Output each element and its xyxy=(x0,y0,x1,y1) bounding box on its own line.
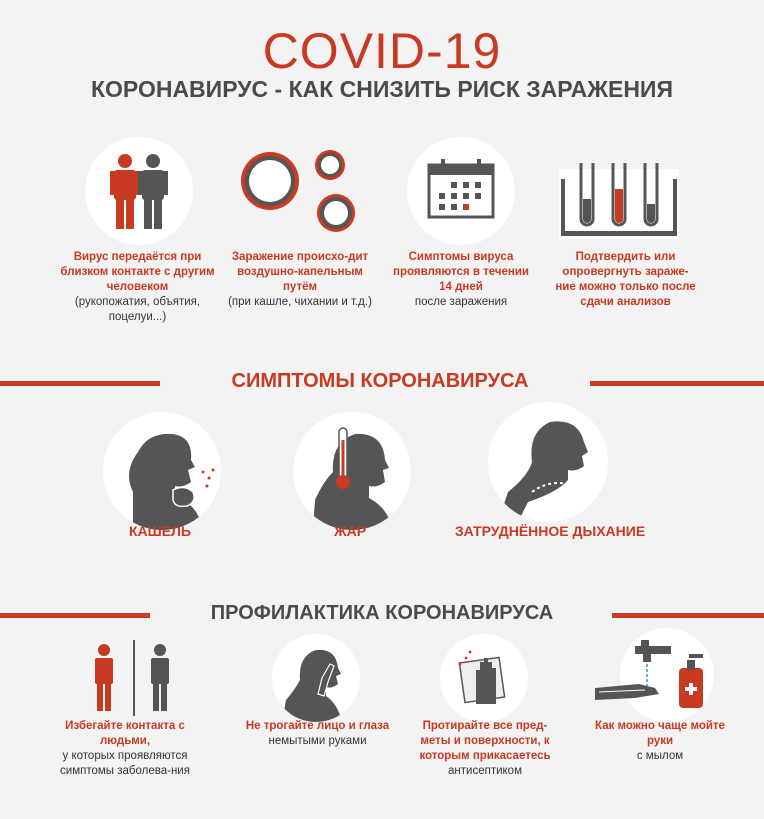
symptom-label-fever: ЖАР xyxy=(333,523,367,539)
section-divider-left-2 xyxy=(0,613,150,618)
prevention-caption-4: Как можно чаще мойте руки с мылом xyxy=(595,720,725,762)
virus-icon xyxy=(240,137,348,245)
section-divider-left xyxy=(0,381,160,386)
prevention-title: ПРОФИЛАКТИКА КОРОНАВИРУСА xyxy=(210,602,554,624)
breathing-icon xyxy=(488,402,608,522)
test-tubes-icon xyxy=(565,137,673,245)
distance-icon xyxy=(80,640,190,720)
fact-caption-4: Подтвердить или опровергнуть зараже-ние можно только после сдачи анализов xyxy=(555,251,696,308)
handwash-icon xyxy=(620,628,714,722)
calendar-icon xyxy=(407,137,515,245)
symptom-label-cough: КАШЕЛЬ xyxy=(129,523,191,539)
wipe-surface-icon xyxy=(440,634,528,722)
page-title: COVID-19 xyxy=(262,23,502,79)
prevention-caption-3: Протирайте все пред-меты и поверхности, к которым прикасаетесь антисептиком xyxy=(419,720,551,777)
symptoms-title: СИМПТОМЫ КОРОНАВИРУСА xyxy=(231,370,529,392)
symptom-label-breathing: ЗАТРУДНЁННОЕ ДЫХАНИЕ xyxy=(454,523,646,539)
fact-caption-3: Симптомы вируса проявляются в течении 14 дней после заражения xyxy=(393,251,529,308)
face-touch-icon xyxy=(272,634,360,722)
prevention-caption-2: Не трогайте лицо и глаза немытыми руками xyxy=(245,720,390,747)
cough-icon xyxy=(103,412,221,530)
fact-caption-2: Заражение происхо-дит воздушно-капельным путём (при кашле, чихании и т.д.) xyxy=(228,251,372,308)
section-divider-right xyxy=(590,381,764,386)
section-divider-right-2 xyxy=(612,613,764,618)
people-icon xyxy=(85,137,193,245)
page-subtitle: КОРОНАВИРУС - КАК СНИЗИТЬ РИСК ЗАРАЖЕНИЯ xyxy=(90,76,673,102)
fact-caption-1: Вирус передаётся при близком контакте с другим человеком (рукопожатия, объятия, поцелуи...) xyxy=(60,251,215,323)
fever-icon xyxy=(293,412,411,530)
prevention-caption-1: Избегайте контакта с людьми, у которых проявляются симптомы заболева-ния xyxy=(60,720,190,777)
